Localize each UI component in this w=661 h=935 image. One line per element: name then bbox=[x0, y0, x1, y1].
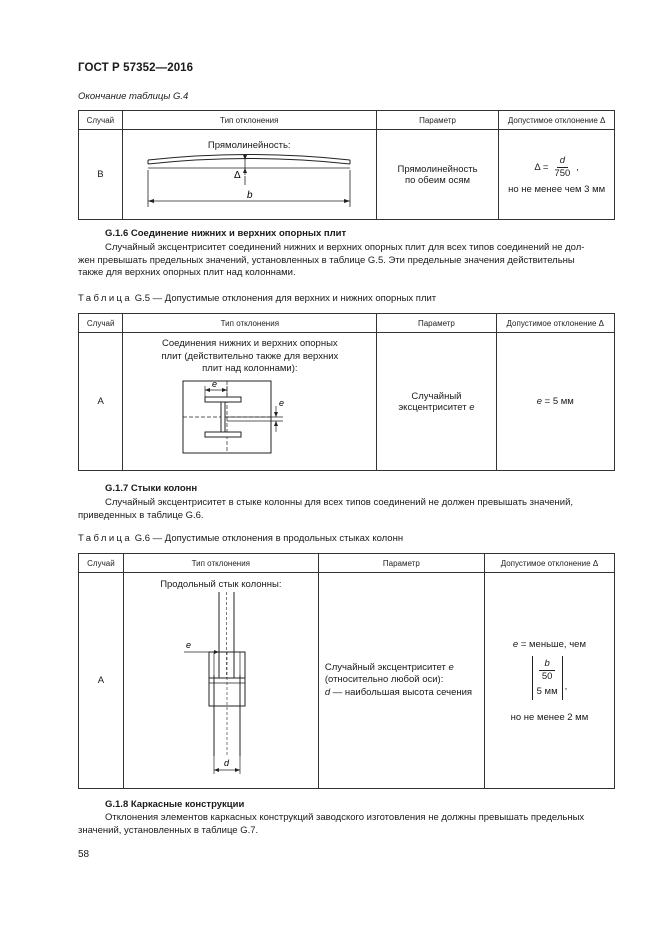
table-header-row bbox=[79, 111, 615, 130]
col-parameter: Параметр bbox=[318, 554, 484, 573]
col-case: Случай bbox=[79, 314, 123, 333]
delta-label: Δ bbox=[233, 170, 241, 181]
tolerance-value: = 5 мм bbox=[542, 396, 574, 407]
bracket-box bbox=[532, 656, 563, 700]
tolerance-text: = меньше, чем bbox=[518, 638, 586, 650]
table-g5 bbox=[78, 313, 615, 471]
parameter-line: Случайный bbox=[411, 390, 462, 402]
case-cell: B bbox=[79, 130, 123, 220]
case-cell: А bbox=[79, 573, 124, 789]
parameter-cell bbox=[376, 130, 499, 220]
tolerance-formula bbox=[499, 155, 614, 180]
table-row bbox=[79, 573, 615, 789]
table-header-row bbox=[79, 554, 615, 573]
parameter-text: Случайный эксцентриситет bbox=[324, 661, 449, 673]
tolerance-cell bbox=[496, 333, 614, 471]
col-deviation-type: Тип отклонения bbox=[123, 554, 318, 573]
deviation-title: Прямолинейность: bbox=[207, 140, 291, 151]
e-label: e bbox=[185, 640, 191, 650]
col-parameter: Параметр bbox=[376, 111, 499, 130]
table-header-row bbox=[79, 314, 615, 333]
caption-text: G.6 — Допустимые отклонения в продольных стыках колонн bbox=[134, 533, 404, 544]
caption-text: G.5 — Допустимые отклонения для верхних и нижних опорных плит bbox=[134, 293, 437, 304]
section-g16-heading: G.1.6 Соединение нижних и верхних опорных плит bbox=[105, 228, 347, 239]
parameter-cell bbox=[377, 333, 496, 471]
d-label: d bbox=[223, 758, 229, 768]
col-case: Случай bbox=[79, 554, 124, 573]
deviation-line: плит над колоннами): bbox=[202, 363, 298, 374]
parameter-text: эксцентриситет bbox=[398, 401, 470, 413]
section-g17-heading: G.1.7 Стыки колонн bbox=[105, 483, 198, 494]
bracket-alternative: 5 мм bbox=[536, 685, 558, 697]
parameter-variable: e bbox=[448, 661, 454, 673]
paragraph-line: значений, установленных в таблице G.7. bbox=[78, 824, 259, 836]
parameter-variable: e bbox=[469, 401, 475, 413]
formula-denominator: 750 bbox=[554, 167, 571, 179]
column-splice-diagram bbox=[124, 590, 318, 780]
parameter-line bbox=[325, 687, 484, 700]
parameter-line: Прямолинейность bbox=[397, 163, 478, 175]
tolerance-limit: но не менее 2 мм bbox=[510, 711, 589, 723]
page-number: 58 bbox=[78, 849, 90, 860]
formula-tail: , bbox=[576, 161, 579, 173]
b-label: b bbox=[246, 190, 253, 201]
paragraph-line: также для верхних опорных плит над колоннами. bbox=[78, 267, 296, 279]
case-cell: А bbox=[79, 333, 123, 471]
deviation-cell bbox=[122, 130, 376, 220]
parameter-line: (относительно любой оси): bbox=[324, 674, 444, 686]
paragraph-line: Отклонения элементов каркасных конструкций заводского изготовления не должны превышать предельных bbox=[105, 812, 585, 823]
col-tolerance: Допустимое отклонение Δ bbox=[499, 111, 615, 130]
table-g6-caption bbox=[78, 533, 403, 544]
parameter-line bbox=[377, 402, 495, 413]
base-plate-diagram bbox=[123, 376, 376, 458]
tolerance-cell bbox=[499, 130, 615, 220]
table-g5-caption bbox=[78, 293, 436, 304]
formula-numerator: d bbox=[557, 155, 568, 168]
parameter-variable: d bbox=[324, 686, 331, 698]
e-side-label: e bbox=[279, 397, 285, 408]
tolerance-cell bbox=[484, 573, 614, 789]
formula-fraction bbox=[552, 155, 572, 180]
tolerance-variable: e bbox=[512, 638, 519, 650]
bracket-denominator: 50 bbox=[539, 670, 556, 683]
document-header: ГОСТ Р 57352—2016 bbox=[78, 62, 194, 74]
e-top-label: e bbox=[212, 378, 218, 389]
caption-label: Таблица bbox=[78, 533, 133, 544]
paragraph-line: приведенных в таблице G.6. bbox=[78, 509, 204, 521]
deviation-cell bbox=[123, 573, 318, 789]
formula-lhs: Δ = bbox=[534, 161, 549, 173]
straightness-diagram bbox=[123, 151, 376, 213]
tolerance-limit: но не менее чем 3 мм bbox=[508, 183, 606, 195]
table-row bbox=[79, 333, 615, 471]
deviation-title: Продольный стык колонны: bbox=[160, 579, 282, 590]
table-row bbox=[79, 130, 615, 220]
col-tolerance: Допустимое отклонение Δ bbox=[484, 554, 614, 573]
col-deviation-type: Тип отклонения bbox=[123, 314, 377, 333]
parameter-text: — наибольшая высота сечения bbox=[330, 686, 473, 698]
parameter-cell bbox=[318, 573, 484, 789]
parameter-line bbox=[325, 662, 484, 675]
paragraph-line: жен превышать предельных значений, установленных в таблице G.5. Эти предельные значения действительны bbox=[78, 254, 575, 266]
col-deviation-type: Тип отклонения bbox=[122, 111, 376, 130]
col-case: Случай bbox=[79, 111, 123, 130]
tolerance-variable: e bbox=[536, 396, 543, 407]
section-g18-text bbox=[78, 812, 615, 837]
deviation-line: Соединения нижних и верхних опорных bbox=[162, 338, 338, 349]
table-g4 bbox=[78, 110, 615, 220]
caption-label: Таблица bbox=[78, 293, 133, 304]
bracket-numerator: b bbox=[544, 657, 550, 669]
tolerance-bracket bbox=[485, 656, 614, 700]
section-g18-heading: G.1.8 Каркасные конструкции bbox=[105, 799, 245, 810]
paragraph-line: Случайный эксцентриситет в стыке колонны для всех типов соединений не должен превышать значений, bbox=[105, 497, 574, 508]
col-tolerance: Допустимое отклонение Δ bbox=[496, 314, 614, 333]
bracket-tail: , bbox=[564, 680, 568, 692]
section-g16-text bbox=[78, 242, 615, 280]
parameter-line: по обеим осям bbox=[404, 174, 471, 186]
table-g4-caption: Окончание таблицы G.4 bbox=[78, 91, 189, 102]
paragraph-line: Случайный эксцентриситет соединений нижних и верхних опорных плит для всех типов соединений не дол- bbox=[105, 242, 585, 253]
deviation-cell bbox=[123, 333, 377, 471]
deviation-line: плит (действительно также для верхних bbox=[161, 350, 339, 362]
col-parameter: Параметр bbox=[377, 314, 496, 333]
section-g17-text bbox=[78, 497, 615, 522]
tolerance-line bbox=[485, 639, 614, 650]
table-g6 bbox=[78, 553, 615, 789]
